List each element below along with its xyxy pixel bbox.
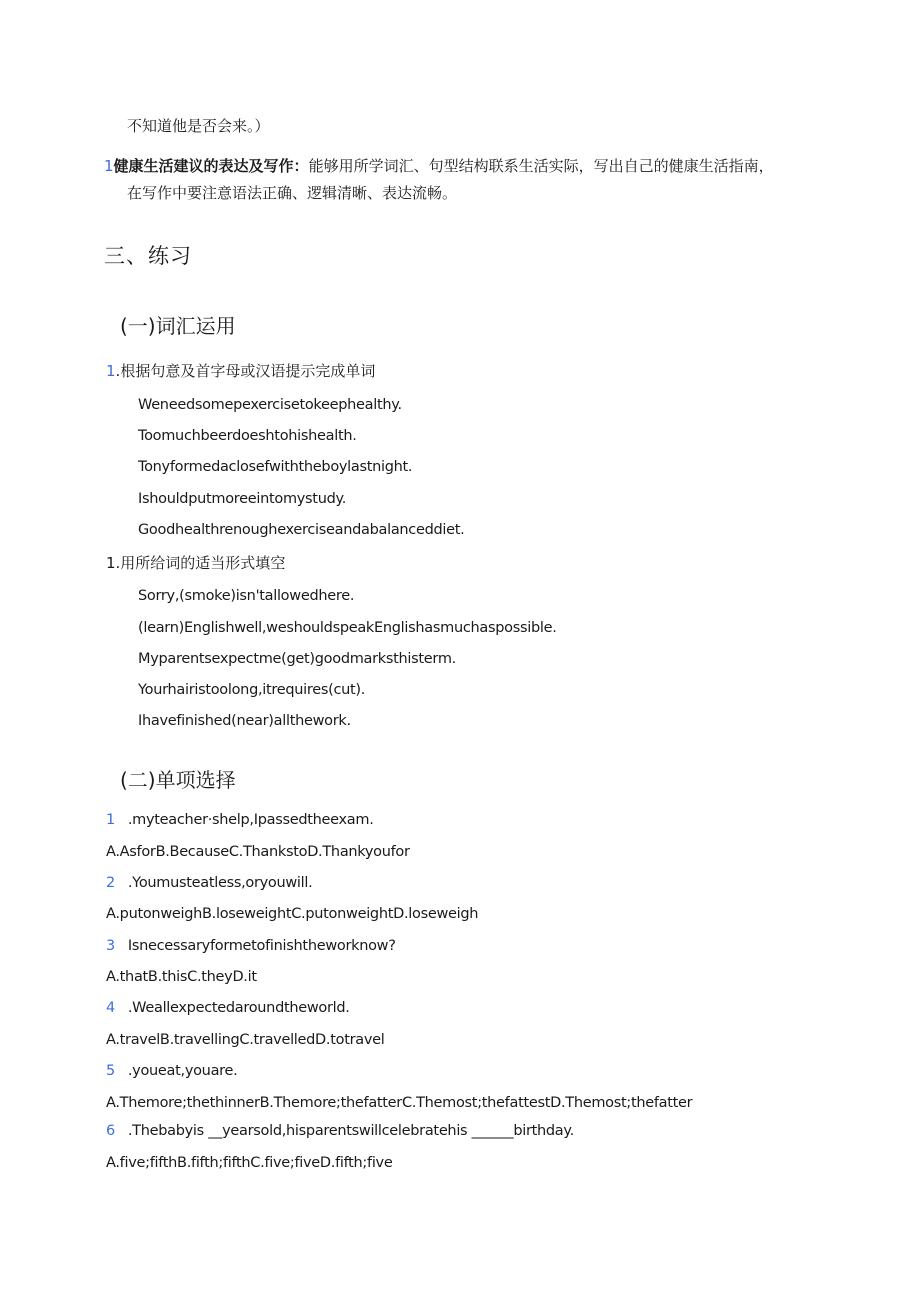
question-text: .youeat,youare. [127,1063,238,1079]
mcq-question [106,936,396,956]
question-text: .Thebabyis __yearsold,hisparentswillcelebratehis ______birthday. [127,1123,574,1139]
vocab-item: Goodhealthrenoughexerciseandabalanceddiet. [138,522,465,538]
question-text: Isnecessaryformetofinishtheworknow? [127,938,396,954]
mcq-options: A.five;fifthB.fifth;fifthC.five;fiveD.fifth;five [106,1155,393,1171]
question-number: 4 [106,1000,115,1016]
q1-number: 1 [106,362,116,380]
question-text: .myteacher·shelp,Ipassedtheexam. [127,812,374,828]
item-text: 能够用所学词汇、句型结构联系生活实际，写出自己的健康生活指南， [308,157,774,175]
vocab-q2-title: 1.用所给词的适当形式填空 [106,554,286,572]
mcq-options: A.thatB.thisC.theyD.it [106,969,257,985]
question-number: 6 [106,1123,115,1139]
question-number: 5 [106,1063,115,1079]
item-text-continued: 在写作中要注意语法正确、逻辑清晰、表达流畅。 [127,184,458,202]
question-number: 1 [106,812,115,828]
mcq-options: A.travelB.travellingC.travelledD.totravel [106,1032,385,1048]
mcq-question [106,873,312,893]
vocab-item: Yourhairistoolong,itrequires(cut). [138,682,366,698]
vocab-item: Myparentsexpectme(get)goodmarksthisterm. [138,651,456,667]
vocab-item: Weneedsomepexercisetokeephealthy. [138,397,402,413]
question-number: 2 [106,875,115,891]
q1-instruction: .根据句意及首字母或汉语提示完成单词 [115,362,376,380]
item-number: 1 [104,157,114,175]
vocab-item: Toomuchbeerdoeshtohishealth. [138,428,357,444]
vocab-item: Ishouldputmoreeintomystudy. [138,491,347,507]
mcq-options: A.Themore;thethinnerB.Themore;thefatterC.Themost;thefattestD.Themost;thefatter [106,1095,693,1111]
vocab-title: (一)词汇运用 [120,314,236,338]
question-text: .Youmusteatless,oryouwill. [127,875,313,891]
mcq-question [106,1061,237,1081]
vocab-item: Ihavefinished(near)allthework. [138,713,351,729]
mcq-options: A.putonweighB.loseweightC.putonweightD.loseweigh [106,906,479,922]
section-title: 三、练习 [104,244,192,268]
intro-line: 不知道他是否会来。） [127,117,270,135]
item-heading: 健康生活建议的表达及写作： [113,157,309,175]
mcq-question [106,810,374,830]
mcq-options: A.AsforB.BecauseC.ThankstoD.Thankyoufor [106,844,410,860]
vocab-q1-title [106,361,375,381]
mcq-question [106,1121,574,1141]
question-text: .Weallexpectedaroundtheworld. [127,1000,350,1016]
vocab-item: (learn)Englishwell,weshouldspeakEnglishasmuchaspossible. [138,620,557,636]
mcq-question [106,998,350,1018]
vocab-item: Sorry,(smoke)isn'tallowedhere. [138,588,355,604]
mcq-title: (二)单项选择 [120,768,236,792]
vocab-item: Tonyformedaclosefwiththeboylastnight. [138,459,413,475]
writing-goal-item [104,156,774,176]
question-number: 3 [106,938,115,954]
